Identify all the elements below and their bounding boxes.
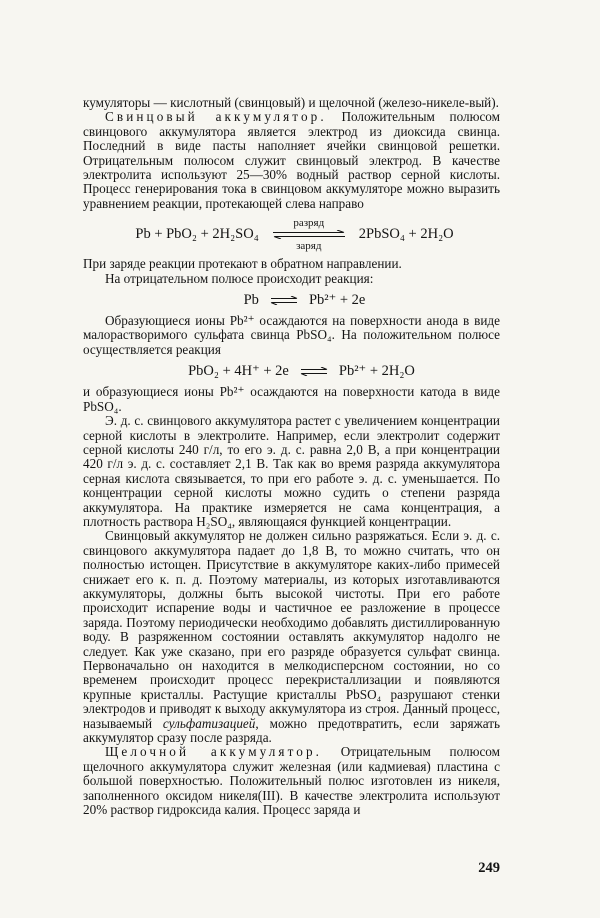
paragraph-emf: Э. д. с. свинцового аккумулятора растет с увеличением концентрации серной кислоты в электролите. Например, если электролит содержит серной кислоты 240 г/л, то его э. д. с. равна 2,0 В, а при концентрации 420 г/л э. д. с. составляет 2,1 В. Так как во время разряда аккумулятора серная кислота связывается, то при его работе э. д. с. уменьшается. По концентрации серной кислоты можно судить о степени разряда аккумулятора. На практике измеряется не сама концентрация, а плотность раствора H₂SO₄, являющаяся функцией концентрации.	[83, 413, 500, 529]
paragraph-lead-acid	[83, 110, 500, 211]
equation-2-right: Pb²⁺ + 2e	[308, 291, 366, 308]
page-number: 249	[478, 860, 500, 876]
equation-1-right: 2PbSO₄ + 2H₂O	[358, 225, 454, 242]
term-sulfation: сульфатизацией	[162, 715, 256, 731]
paragraph-discharge-care-text-b: , можно предотвратить, если заряжать аккумулятор сразу после разряда.	[83, 715, 500, 746]
double-arrow-icon	[271, 230, 347, 239]
section-heading-alkaline: Щелочной аккумулятор.	[105, 744, 323, 760]
equation-discharge-charge	[89, 211, 500, 257]
equation-3-right: Pb²⁺ + 2H₂O	[338, 362, 415, 379]
equation-1-left: Pb + PbO₂ + 2H₂SO₄	[135, 225, 259, 242]
reversible-arrow	[271, 217, 347, 252]
paragraph-discharge-care	[83, 529, 500, 745]
section-heading-lead-acid: Свинцовый аккумулятор.	[105, 109, 327, 125]
paragraph-alkaline	[83, 745, 500, 817]
paragraph-alkaline-text: Отрицательным полюсом щелочного аккумулятора служит железная (или кадмиевая) пластина с большой поверхностью. Положительный полюс изготовлен из никеля, заполненного оксидом никеля(III). В качестве электролита используют 20% раствор гидроксида калия. Процесс заряда и	[83, 744, 500, 818]
equation-negative-pole	[109, 286, 500, 314]
equation-2-left: Pb	[243, 291, 259, 308]
paragraph-discharge-care-text-a: Свинцовый аккумулятор не должен сильно разряжаться. Если э. д. с. свинцового аккумулятора падает до 1,8 В, то можно считать, что он полностью истощен. Присутствие в аккумуляторе каких-либо примесей снижает его к. п. д. Поэтому материалы, из которых изготавливаются аккумуляторы, должны быть высокой чистоты. При его работе происходит испарение воды и частичное ее разложение в процессе заряда. Поэтому периодически необходимо добавлять дистиллированную воду. В разряженном состоянии оставлять аккумулятор надолго не следует. Как уже сказано, при его разряде образуется сульфат свинца. Первоначально он находится в мелкодисперсном состоянии, но со временем происходит процесс перекристаллизации и появляются крупные кристаллы. Растущие кристаллы PbSO₄ разрушают стенки электродов и приводят к выходу аккумулятора из строя. Данный процесс, называемый	[83, 528, 500, 731]
paragraph-cathode-deposit: и образующиеся ионы Pb²⁺ осаждаются на поверхности катода в виде PbSO₄.	[83, 384, 500, 414]
arrow-label-charge: заряд	[296, 239, 322, 252]
equation-positive-pole	[103, 357, 500, 385]
paragraph-anode-deposit: Образующиеся ионы Pb²⁺ осаждаются на поверхности анода в виде малорастворимого сульфата свинца PbSO₄. На положительном полюсе осуществляется реакция	[83, 313, 500, 357]
paragraph-intro-continuation: кумуляторы — кислотный (свинцовый) и щелочной (железо-никеле-вый).	[83, 95, 499, 110]
paragraph-negative-pole: На отрицательном полюсе происходит реакция:	[105, 270, 374, 286]
paragraph-charge-note: При заряде реакции протекают в обратном направлении.	[83, 256, 402, 272]
paragraph-lead-acid-text: Положительным полюсом свинцового аккумулятора является электрод из диоксида свинца. Последний в виде пасты наполняет ячейки свинцовой решетки. Отрицательным полюсом служит свинцовый электрод. В качестве электролита используют 25—30% водный раствор серной кислоты. Процесс генерирования тока в свинцовом аккумуляторе можно выразить уравнением реакции, протекающей слева направо	[83, 109, 500, 211]
arrow-label-discharge: разряд	[293, 216, 325, 229]
equation-3-left: PbO₂ + 4H⁺ + 2e	[188, 362, 289, 379]
equilibrium-arrow-icon	[269, 296, 299, 305]
equilibrium-arrow-icon	[299, 367, 329, 376]
